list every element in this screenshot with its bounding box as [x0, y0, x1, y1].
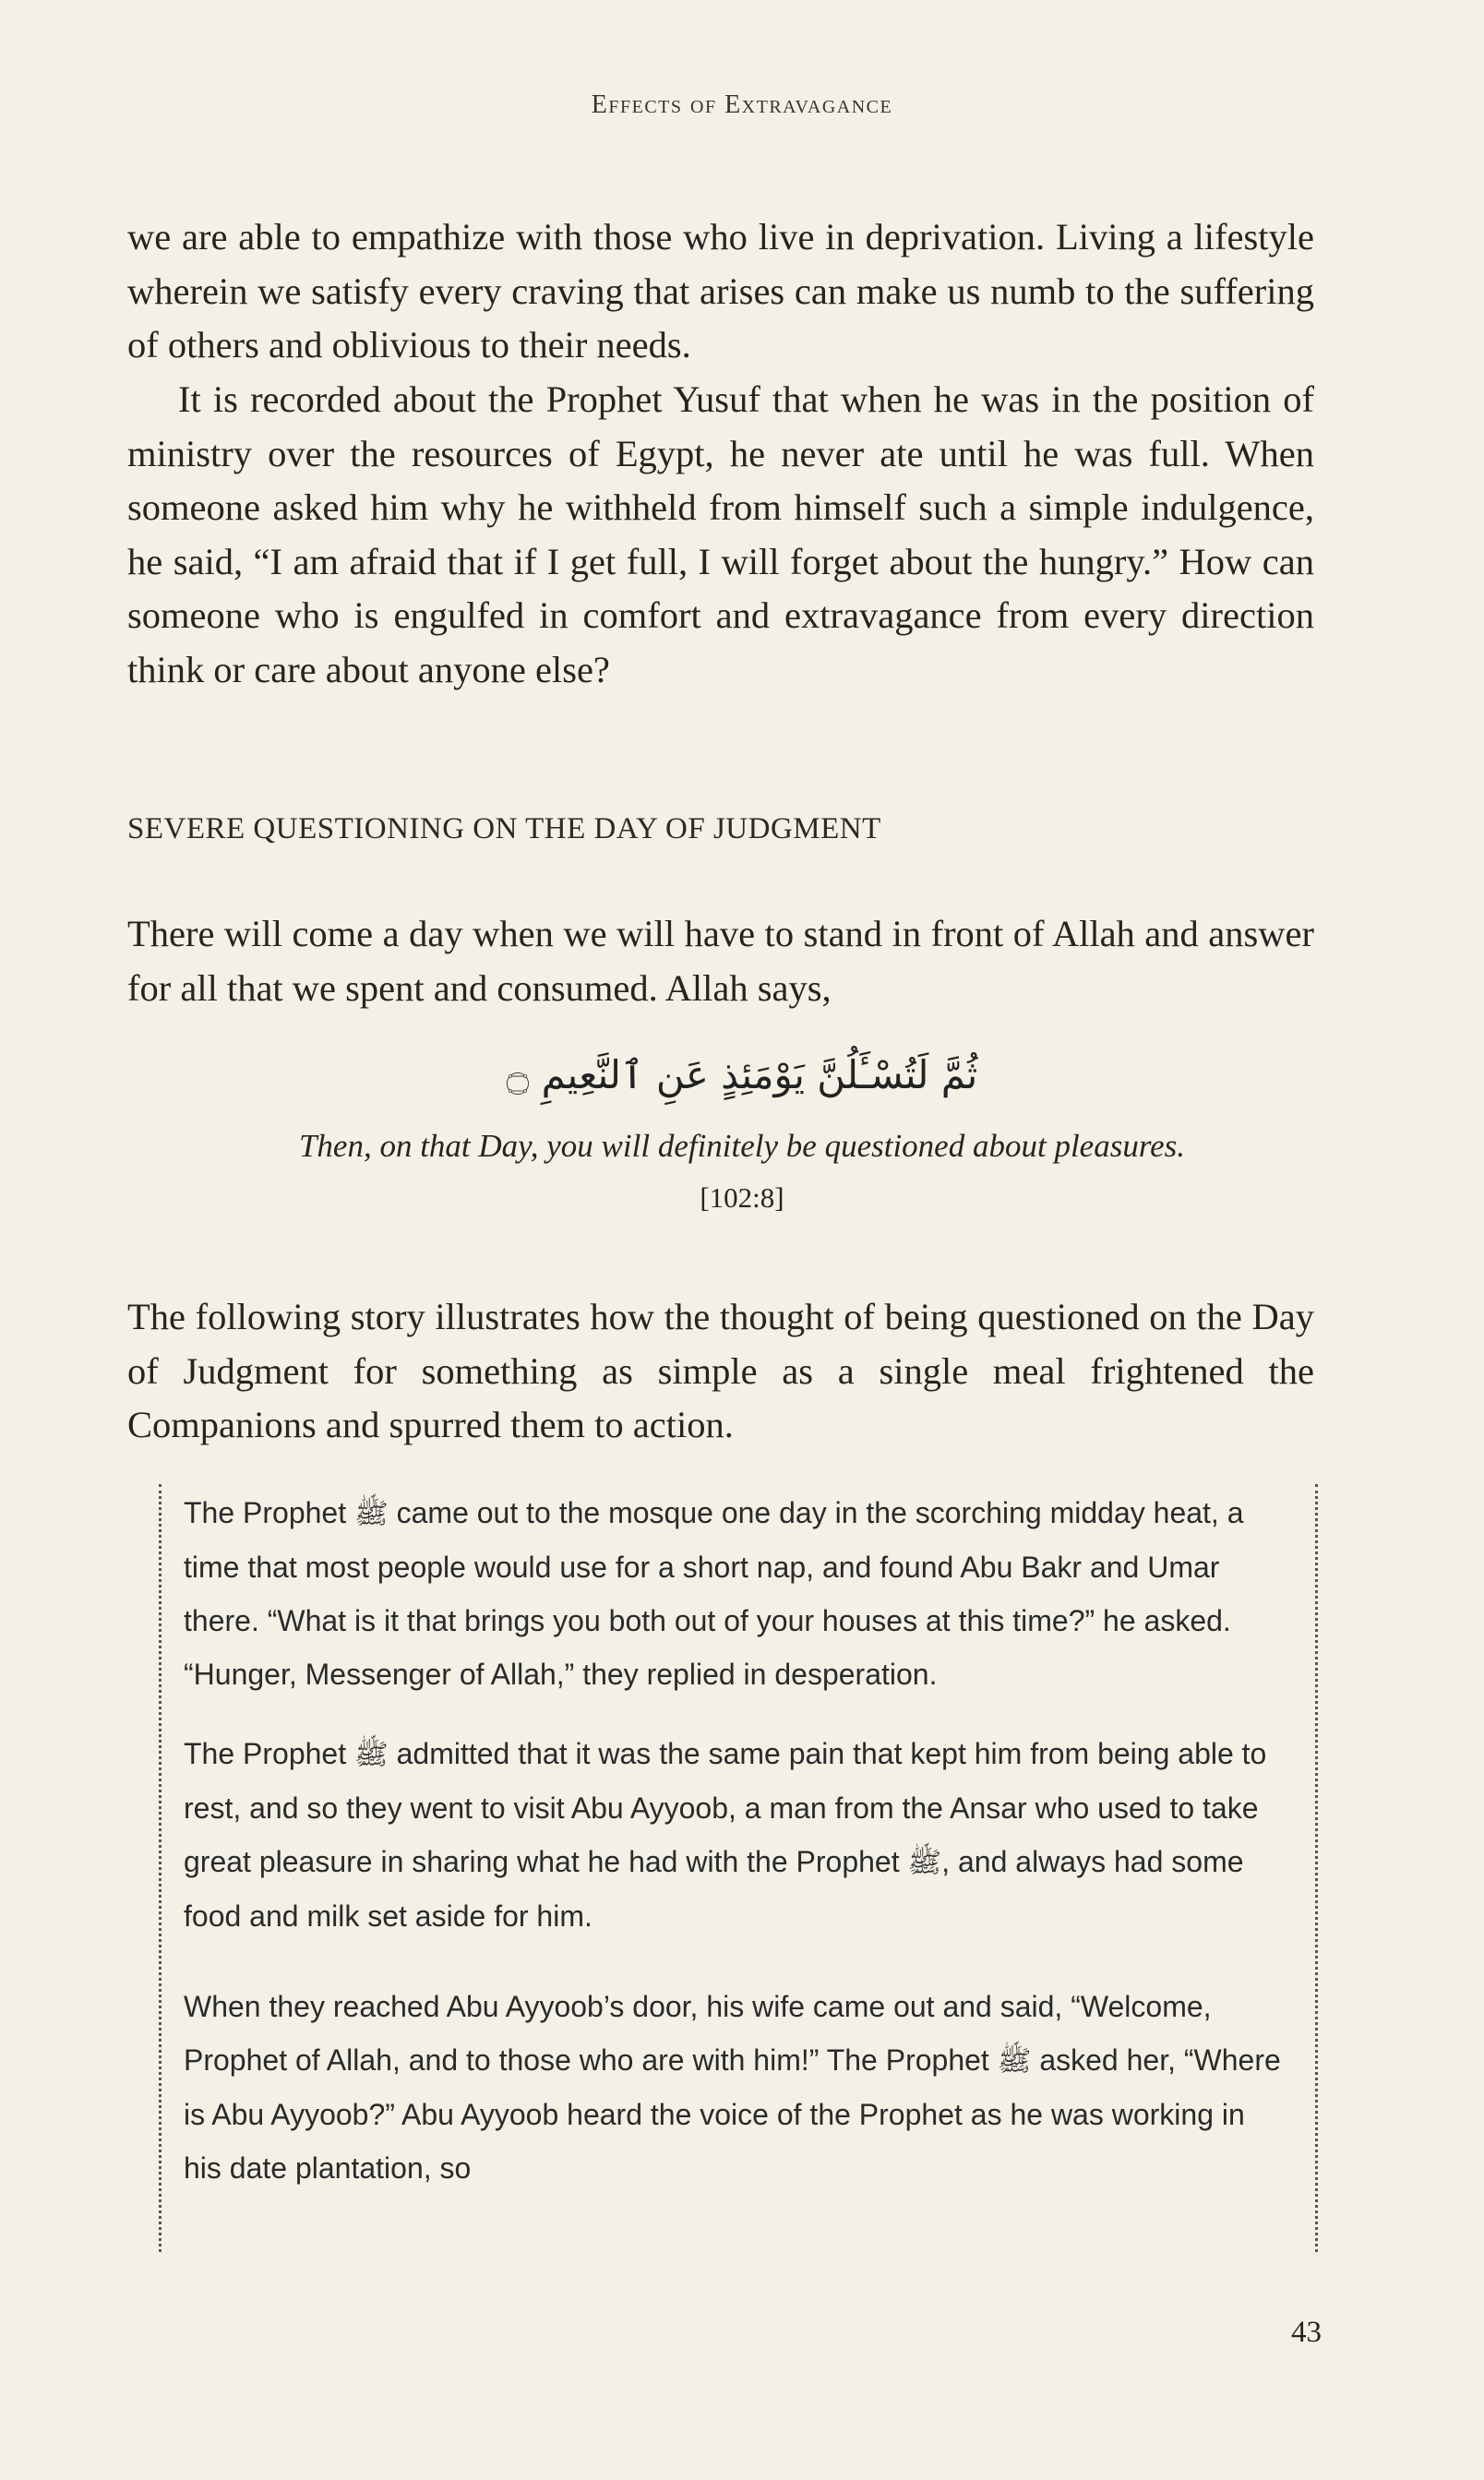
story-paragraph	[184, 1980, 1282, 2195]
paragraph-text: There will come a day when we will have to stand in front of Allah and answer for all that we spent and consumed. Allah says,	[127, 913, 1314, 1009]
page-number: 43	[1291, 2316, 1322, 2349]
paragraph-text: It is recorded about the Prophet Yusuf that when he was in the position of ministry over the resources of Egypt, he never ate until he was full. When someone asked him why he withheld from himself such a simple indulgence, he said, “I am afraid that if I get full, I will forget about the hungry.” How can someone who is engulfed in comfort and extravagance from every direction think or care about anyone else?	[127, 378, 1314, 690]
story-text-run: The Prophet	[184, 1496, 354, 1529]
quran-verse-arabic: ثُمَّ لَتُسْـَٔلُنَّ يَوْمَئِذٍ عَنِ ٱلنَّعِيمِ ۝	[506, 1052, 978, 1097]
story-text-run: admitted that it was the same pain that kept him from being able to rest, and so they went to visit Abu Ayyoob, a man from the Ansar who used to take great pleasure in sharing what he had with the Prophet	[184, 1737, 1267, 1878]
story-box	[159, 1484, 1318, 2252]
paragraph	[127, 210, 1314, 373]
honorific-glyph: ﷺ	[354, 1498, 389, 1529]
honorific-glyph: ﷺ	[907, 1847, 942, 1878]
paragraph	[127, 907, 1314, 1015]
honorific-glyph: ﷺ	[354, 1739, 389, 1770]
honorific-glyph: ﷺ	[997, 2045, 1032, 2077]
story-text-run: asked her, “Where is Abu Ayyoob?” Abu Ayyoob heard the voice of the Prophet as he was working in his date plantation, so	[184, 2043, 1281, 2185]
story-text	[184, 1486, 1282, 2195]
paragraph-text: we are able to empathize with those who live in deprivation. Living a lifestyle wherein we satisfy every craving that arises can make us numb to the suffering of others and oblivious to their needs.	[127, 216, 1314, 365]
story-text-run: The Prophet	[184, 1737, 354, 1770]
quran-verse-translation: Then, on that Day, you will definitely be questioned about pleasures.	[298, 1128, 1186, 1164]
story-paragraph	[184, 1486, 1282, 1701]
story-text-run: , and always had some food and milk set aside for him.	[184, 1845, 1244, 1933]
paragraph	[127, 1290, 1314, 1453]
story-paragraph	[184, 1727, 1282, 1943]
verse-citation: [102:8]	[700, 1181, 784, 1214]
story-text-run: came out to the mosque one day in the scorching midday heat, a time that most people would use for a short nap, and found Abu Bakr and Umar there. “What is it that brings you both out of your houses at this time?” he asked. “Hunger, Messenger of Allah,” they replied in desperation.	[184, 1496, 1244, 1691]
running-head: Effects of Extravagance	[591, 90, 893, 119]
section-heading: SEVERE QUESTIONING ON THE DAY OF JUDGMENT	[127, 812, 881, 845]
paragraph	[127, 373, 1314, 697]
story-text-run: When they reached Abu Ayyoob’s door, his wife came out and said, “Welcome, Prophet of Allah, and to those who are with him!” The Prophet	[184, 1990, 1212, 2077]
paragraph-text: The following story illustrates how the thought of being questioned on the Day of Judgment for something as simple as a single meal frightened the Companions and spurred them to action.	[127, 1296, 1314, 1445]
